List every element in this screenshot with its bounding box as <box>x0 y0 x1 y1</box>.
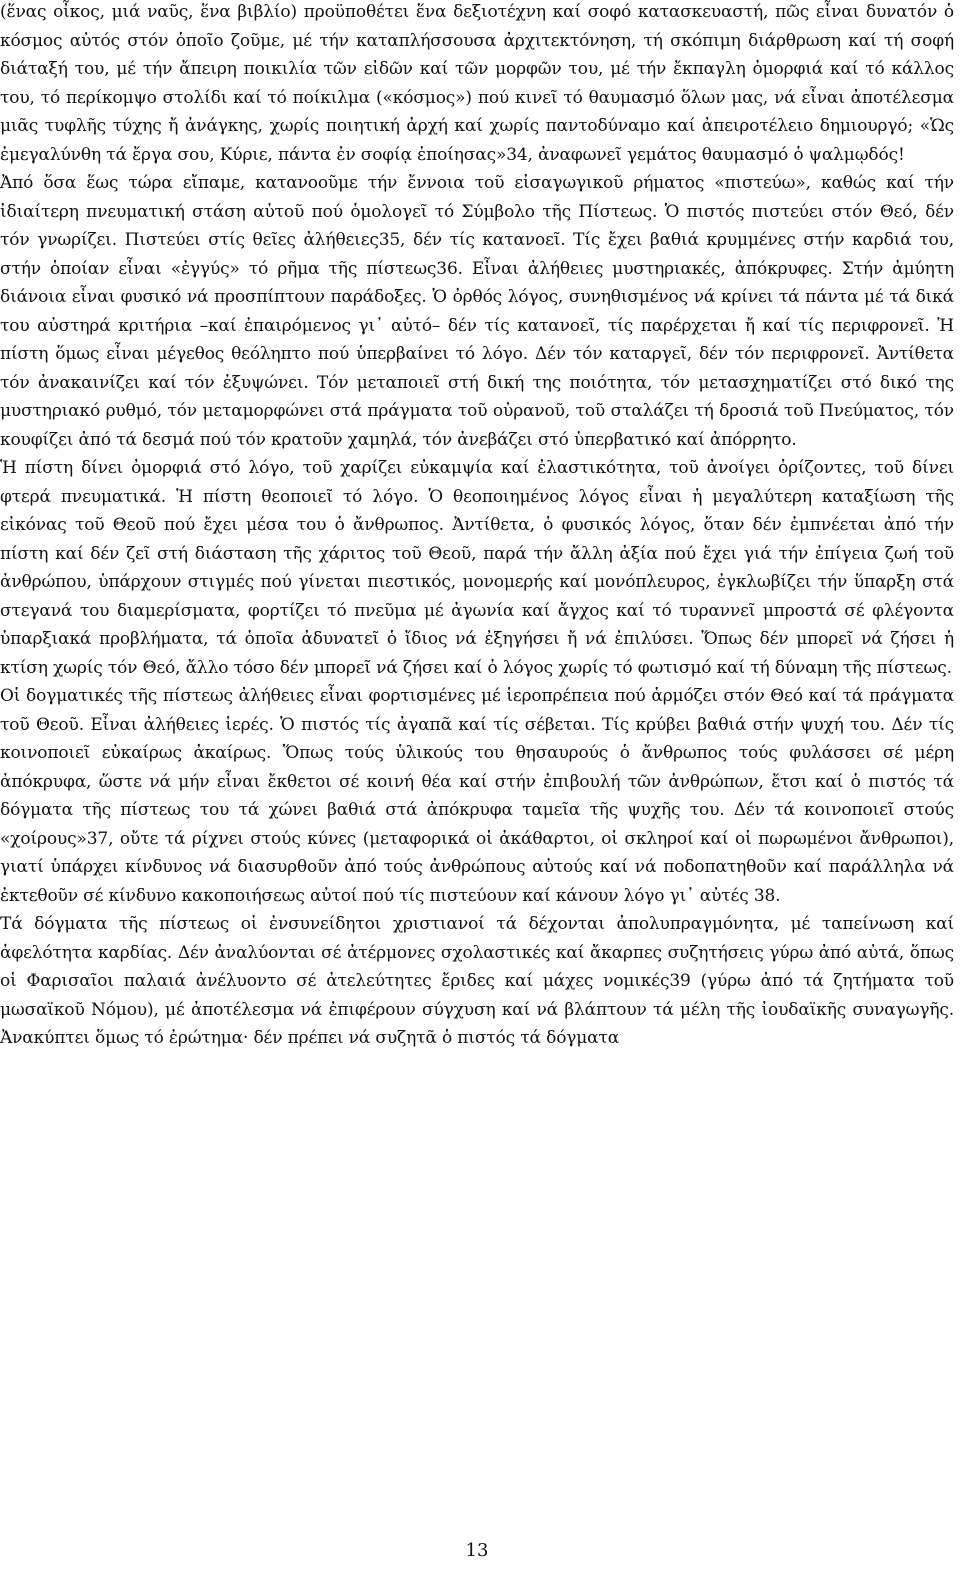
paragraph-2: Ἀπό ὅσα ἕως τώρα εἴπαμε, κατανοοῦμε τήν ἔννοια τοῦ εἰσαγωγικοῦ ρήματος «πιστεύω», καθώς καί τήν ἰδιαίτερη πνευματική στάση αὐτοῦ πού ὁμολογεῖ τό Σύμβολο τῆς Πίστεως. Ὁ πιστός πιστεύει στόν Θεό, δέν τόν γνωρίζει. Πιστεύει στίς θεῖες ἀλήθειες35, δέν τίς κατανοεῖ. Τίς ἔχει βαθιά κρυμμένες στήν καρδιά του, στήν ὁποίαν εἶναι «ἐγγύς» τό ρῆμα τῆς πίστεως36. Εἶναι ἀλήθειες μυστηριακές, ἀπόκρυφες. Στήν ἀμύητη διάνοια εἶναι φυσικό νά προσπίπτουν παράδοξες. Ὁ ὀρθός λόγος, συνηθισμένος νά κρίνει τά πάντα μέ τά δικά του αὐστηρά κριτήρια –καί ἐπαιρόμενος γι᾽ αὐτό– δέν τίς κατανοεῖ, τίς παρέρχεται ἤ καί τίς περιφρονεῖ. Ἡ πίστη ὅμως εἶναι μέγεθος θεόληπτο πού ὑπερβαίνει τό λόγο. Δέν τόν καταργεῖ, δέν τόν περιφρονεῖ. Ἀντίθετα τόν ἀνακαινίζει καί τόν ἐξυψώνει. Τόν μεταποιεῖ στή δική της ποιότητα, τόν μετασχηματίζει στό δικό της μυστηριακό ρυθμό, τόν μεταμορφώνει στά πράγματα τοῦ οὐρανοῦ, τοῦ σταλάζει τή δροσιά τοῦ Πνεύματος, τόν κουφίζει ἀπό τά δεσμά πού τόν κρατοῦν χαμηλά, τόν ἀνεβάζει στό ὑπερβατικό καί ἀπόρρητο. <box>0 173 954 450</box>
paragraph-5: Τά δόγματα τῆς πίστεως οἱ ἐνσυνείδητοι χριστιανοί τά δέχονται ἀπολυπραγμόνητα, μέ ταπείνωση καί ἀφελότητα καρδίας. Δέν ἀναλύονται σέ ἀτέρμονες σχολαστικές καί ἄκαρπες συζητήσεις γύρω ἀπό αὐτά, ὅπως οἱ Φαρισαῖοι παλαιά ἀνέλυοντο σέ ἀτελεύτητες ἔριδες καί μάχες νομικές39 (γύρω ἀπό τά ζητήματα τοῦ μωσαϊκοῦ Νόμου), μέ ἀποτέλεσμα νά ἐπιφέρουν σύγχυση καί νά βλάπτουν τά μέλη τῆς ἰουδαϊκῆς συναγωγῆς. Ἀνακύπτει ὅμως τό ἐρώτημα· δέν πρέπει νά συζητᾶ ὁ πιστός τά δόγματα <box>0 914 954 1048</box>
paragraph-3: Ἡ πίστη δίνει ὀμορφιά στό λόγο, τοῦ χαρίζει εὐκαμψία καί ἐλαστικότητα, τοῦ ἀνοίγει ὁρίζοντες, τοῦ δίνει φτερά πνευματικά. Ἡ πίστη θεοποιεῖ τό λόγο. Ὁ θεοποιημένος λόγος εἶναι ἡ μεγαλύτερη καταξίωση τῆς εἰκόνας τοῦ Θεοῦ πού ἔχει μέσα του ὁ ἄνθρωπος. Ἀντίθετα, ὁ φυσικός λόγος, ὅταν δέν ἐμπνέεται ἀπό τήν πίστη καί δέν ζεῖ στή διάσταση τῆς χάριτος τοῦ Θεοῦ, παρά τήν ἄλλη ἀξία πού ἔχει γιά τήν ἐπίγεια ζωή τοῦ ἀνθρώπου, ὑπάρχουν στιγμές πού γίνεται πιεστικός, μονομερής καί μονόπλευρος, ἐγκλωβίζει τήν ὕπαρξη στά στεγανά του διαμερίσματα, φορτίζει τό πνεῦμα μέ ἀγωνία καί ἄγχος καί τό τυραννεῖ μπροστά σέ φλέγοντα ὑπαρξιακά προβλήματα, τά ὁποῖα ἀδυνατεῖ ὁ ἴδιος νά ἐξηγήσει ἤ νά ἐπιλύσει. Ὅπως δέν μπορεῖ νά ζήσει ἡ κτίση χωρίς τόν Θεό, ἄλλο τόσο δέν μπορεῖ νά ζήσει καί ὁ λόγος χωρίς τό φωτισμό καί τή δύναμη τῆς πίστεως. <box>0 458 954 678</box>
paragraph-4: Οἱ δογματικές τῆς πίστεως ἀλήθειες εἶναι φορτισμένες μέ ἱεροπρέπεια πού ἁρμόζει στόν Θεό καί τά πράγματα τοῦ Θεοῦ. Εἶναι ἀλήθειες ἱερές. Ὁ πιστός τίς ἀγαπᾶ καί τίς σέβεται. Τίς κρύβει βαθιά στήν ψυχή του. Δέν τίς κοινοποιεῖ εὐκαίρως ἀκαίρως. Ὅπως τούς ὑλικούς του θησαυρούς ὁ ἄνθρωπος τούς φυλάσσει σέ μέρη ἀπόκρυφα, ὥστε νά μήν εἶναι ἔκθετοι σέ κοινή θέα καί στήν ἐπιβουλή τῶν ἀνθρώπων, ἔτσι καί ὁ πιστός τά δόγματα τῆς πίστεως του τά χώνει βαθιά στά ἀπόκρυφα ταμεῖα τῆς ψυχῆς του. Δέν τά κοινοποιεῖ στούς «χοίρους»37, οὔτε τά ρίχνει στούς κύνες (μεταφορικά οἱ ἀκάθαρτοι, οἱ σκληροί καί οἱ πωρωμένοι ἄνθρωποι), γιατί ὑπάρχει κίνδυνος νά διασυρθοῦν ἀπό τούς ἀνθρώπους αὐτούς καί νά ποδοπατηθοῦν καί παράλληλα νά ἐκτεθοῦν σέ κίνδυνο κακοποιήσεως αὐτοί πού τίς πιστεύουν καί κάνουν λόγο γι᾽ αὐτές 38. <box>0 686 954 906</box>
paragraph-1: (ἕνας οἶκος, μιά ναῦς, ἕνα βιβλίο) προϋποθέτει ἕνα δεξιοτέχνη καί σοφό κατασκευαστή, πῶς εἶναι δυνατόν ὁ κόσμος αὐτός στόν ὁποῖο ζοῦμε, μέ τήν καταπλήσσουσα ἀρχιτεκτόνηση, τή σκόπιμη διάρθρωση καί τή σοφή διάταξή του, μέ τήν ἄπειρη ποικιλία τῶν εἰδῶν καί τῶν μορφῶν του, μέ τήν ἔκπαγλη ὀμορφιά καί τό κάλλος του, τό περίκομψο στολίδι καί τό ποίκιλμα («κόσμος») πού κινεῖ τό θαυμασμό ὅλων μας, νά εἶναι ἀποτέλεσμα μιᾶς τυφλῆς τύχης ἤ ἀνάγκης, χωρίς ποιητική ἀρχή καί χωρίς παντοδύναμο καί ἀπειροτέλειο δημιουργό; «Ὡς ἐμεγαλύνθη τά ἔργα σου, Κύριε, πάντα ἐν σοφίᾳ ἐποίησας»34, ἀναφωνεῖ γεμάτος θαυμασμό ὁ ψαλμῳδός! <box>0 2 954 165</box>
page-number: 13 <box>465 1540 489 1561</box>
